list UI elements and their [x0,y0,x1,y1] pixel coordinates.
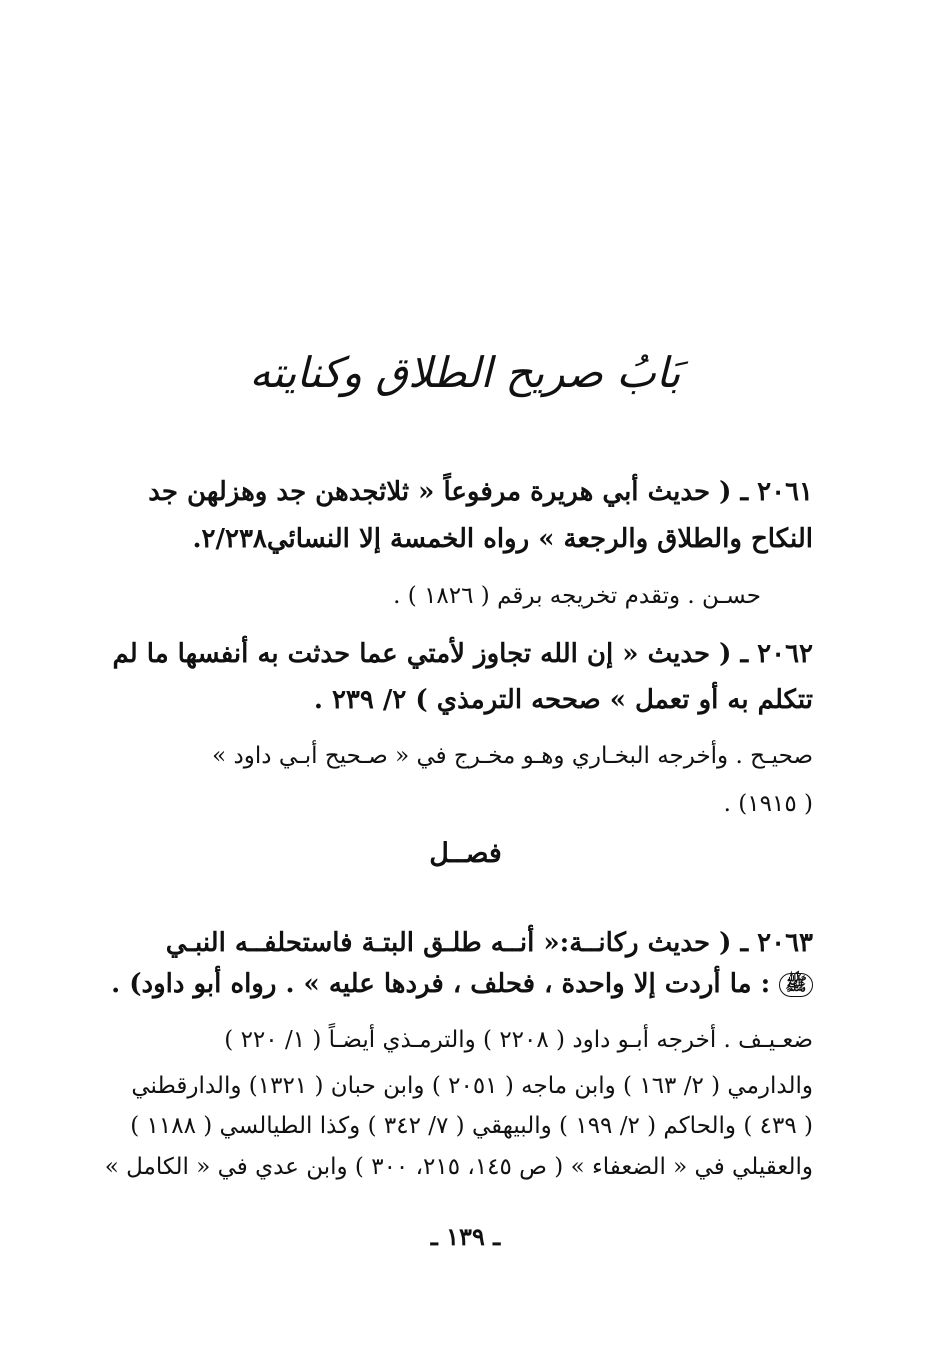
hadith-2063-grade-line-1: ضعـيـف . أخرجه أبـو داود ( ٢٢٠٨ ) والترمـذي أيضـاً ( ١/ ٢٢٠ ) [224,1027,813,1053]
page-number: ـ ١٣٩ ـ [430,1222,501,1251]
hadith-2063-grade-line-3: ( ٤٣٩ ) والحاكم ( ٢/ ١٩٩ ) والبيهقي ( ٧/ ٣٤٢ ) وكذا الطيالسي ( ١١٨٨ ) [130,1113,813,1139]
hadith-2063-line-2-text: : ما أردت إلا واحدة ، فحلف ، فردها عليه » . رواه أبو داود) . [111,969,771,999]
hadith-2063-line-1: ٢٠٦٣ ـ ( حديث ركانــة:« أنــه طلـق البتـة فاستحلفــه النبـي [165,928,813,958]
hadith-2062-grade-line-2: ( ١٩١٥) . [723,791,813,817]
hadith-2063-line-2 [111,966,813,1002]
salutation-seal: ﷺ [779,973,813,997]
section-heading: فصــل [429,838,502,869]
chapter-title: بَابُ صريح الطلاق وكنايته [249,348,681,397]
hadith-2063-grade-line-2: والدارمي ( ٢/ ١٦٣ ) وابن ماجه ( ٢٠٥١ ) وابن حبان ( ١٣٢١) والدارقطني [131,1073,813,1099]
hadith-2062-grade-line-1: صحيـح . وأخرجه البخـاري وهـو مخـرج في « صـحيح أبـي داود » [212,743,813,769]
hadith-2062-line-2: تتكلم به أو تعمل » صححه الترمذي ) ٢/ ٢٣٩ . [313,685,813,715]
hadith-2061-grade: حسـن . وتقدم تخريجه برقم ( ١٨٢٦ ) . [393,583,761,609]
hadith-2061-line-2: النكاح والطلاق والرجعة » رواه الخمسة إلا النسائي٢/٢٣٨. [192,524,813,554]
hadith-2063-grade-line-4: والعقيلي في « الضعفاء » ( ص ١٤٥، ٢١٥، ٣٠٠ ) وابن عدي في « الكامل » [104,1154,813,1180]
hadith-2062-line-1: ٢٠٦٢ ـ ( حديث « إن الله تجاوز لأمتي عما حدثت به أنفسها ما لم [112,639,813,669]
hadith-2061-line-1: ٢٠٦١ ـ ( حديث أبي هريرة مرفوعاً « ثلاثجدهن جد وهزلهن جد [148,477,813,507]
